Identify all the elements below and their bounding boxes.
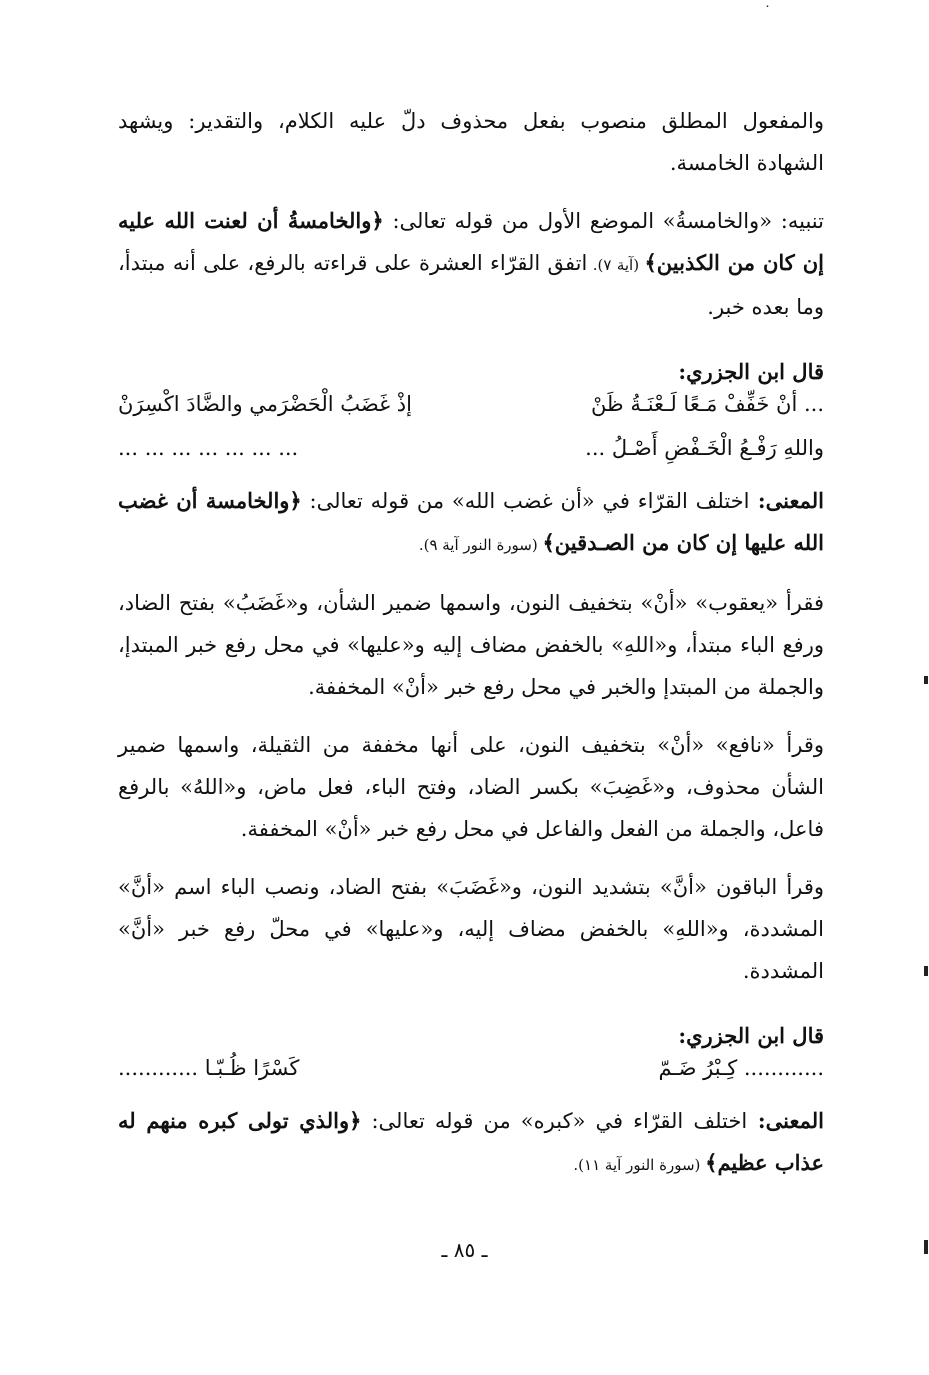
paragraph-7	[118, 1100, 824, 1186]
page-body	[118, 100, 824, 1202]
section-heading-2: قال ابن الجزري:	[678, 1023, 824, 1048]
poem-hemistich-left: إذْ غَضَبُ الْحَضْرَمي والضَّادَ اكْسِرَنْ	[118, 392, 412, 416]
paragraph-6: وقرأ الباقون «أنَّ» بتشديد النون، و«غَضَبَ» بفتح الضاد، ونصب الباء اسم «أنَّ» المشددة، و«اللهِ» بالخفض مضاف إليه، و«عليها» في محلّ رفع خبر «أنَّ» المشددة.	[118, 875, 824, 983]
top-mark: ˙	[764, 4, 771, 20]
poem-line-2	[118, 436, 824, 480]
meaning-label: المعنى:	[747, 1108, 824, 1133]
page-number: ـ ٨٥ ـ	[441, 1238, 488, 1262]
margin-mark	[924, 676, 928, 684]
poem-hemistich-left: كَسْرًا ظُـبّـا ............	[118, 1056, 300, 1080]
meaning-text: اختلف القرّاء في «كبره» من قوله تعالى:	[361, 1109, 748, 1133]
poem-hemistich-right: ... أنْ خَفِّفْ مَـعًا لَـعْنَـةُ ظَنْ	[590, 392, 824, 416]
meaning-text: اختلف القرّاء في «أن غضب الله» من قوله تعالى:	[301, 489, 750, 513]
margin-mark	[924, 1240, 928, 1254]
paragraph-2	[118, 200, 824, 328]
poem-hemistich-left: ... ... ... ... ... ... ...	[118, 436, 299, 460]
quran-quote: ﴿والخامسةُ أن لعنت الله عليه إن كان من الكذبين﴾	[118, 208, 824, 275]
section-heading-1: قال ابن الجزري:	[678, 359, 824, 384]
margin-mark	[924, 966, 928, 976]
verse-reference: (آية ٧).	[587, 256, 645, 274]
poem-hemistich-right: واللهِ رَفْـعُ الْخَـفْضِ أَصْـلُ ...	[585, 436, 824, 460]
poem-line-1	[118, 392, 824, 436]
paragraph-4: فقرأ «يعقوب» «أنْ» بتخفيف النون، واسمها ضمير الشأن، و«غَضَبُ» بفتح الضاد، ورفع الباء مبتدأ، و«اللهِ» بالخفض مضاف إليه و«عليها» في محل رفع خبر المبتدإ، والجملة من المبتدإ والخبر في محل رفع خبر «أنْ» المخففة.	[118, 591, 824, 699]
quran-quote: ﴿والخامسة أن غضب الله عليها إن كان من الصـدقين﴾	[118, 488, 824, 555]
poem-line-3	[118, 1056, 824, 1100]
verse-reference: (سورة النور آية ١١).	[573, 1156, 706, 1174]
poem-hemistich-right: ............ كِـبْرُ ضَـمّ	[658, 1056, 824, 1080]
verse-reference: (سورة النور آية ٩).	[418, 536, 543, 554]
quran-quote: ﴿والذي تولى كبره منهم له عذاب عظيم﴾	[118, 1108, 824, 1175]
paragraph-1: والمفعول المطلق منصوب بفعل محذوف دلّ عليه الكلام، والتقدير: ويشهد الشهادة الخامسة.	[118, 109, 824, 175]
note-intro: تنبيه: «والخامسةُ» الموضع الأول من قوله تعالى:	[383, 209, 824, 233]
meaning-label: المعنى:	[749, 488, 824, 513]
paragraph-3	[118, 480, 824, 566]
paragraph-5: وقرأ «نافع» «أنْ» بتخفيف النون، على أنها مخففة من الثقيلة، واسمها ضمير الشأن محذوف، و«غَضِبَ» بكسر الضاد، وفتح الباء، فعل ماض، و«اللهُ» بالرفع فاعل، والجملة من الفعل والفاعل في محل رفع خبر «أنْ» المخففة.	[118, 733, 824, 841]
note-body: اتفق القرّاء العشرة على قراءته بالرفع، على أنه مبتدأ، وما بعده خبر.	[118, 251, 824, 319]
